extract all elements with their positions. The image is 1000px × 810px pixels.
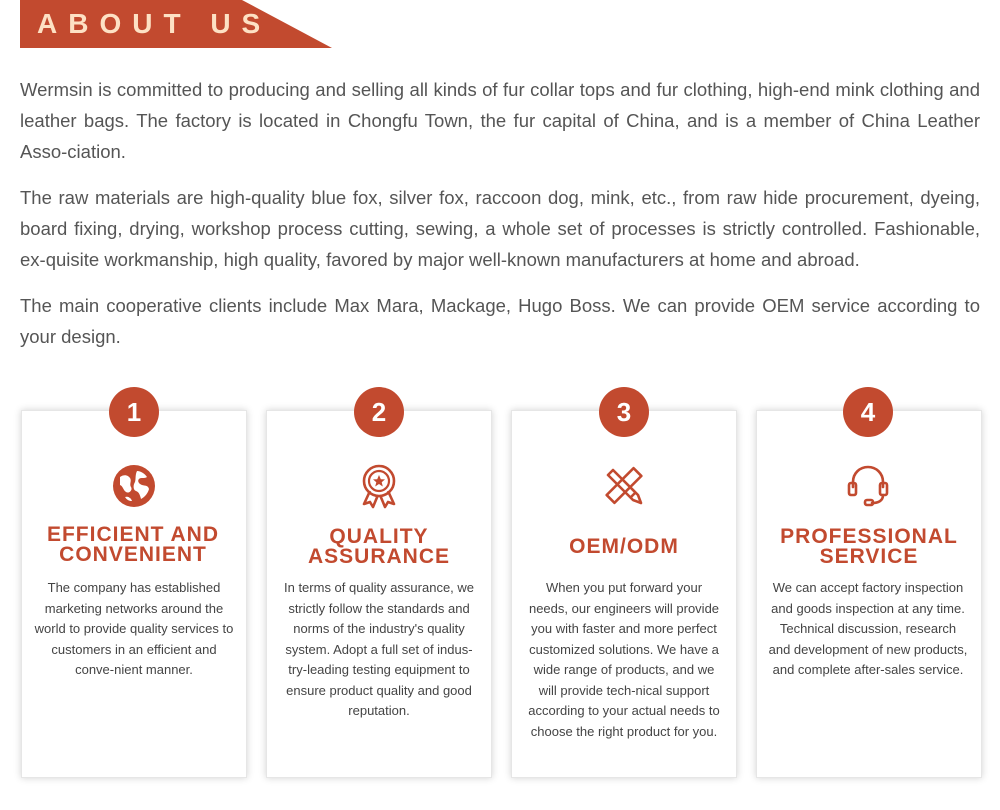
page-title: ABOUT US (37, 8, 272, 39)
about-us-banner (20, 0, 332, 48)
card-description: In terms of quality assurance, we strictly follow the standards and norms of the industry's quality system. Adopt a full set of indus-try-leading testing equipment to ensure product quality and good reputation. (283, 580, 475, 718)
card-title-line: QUALITY (329, 525, 429, 548)
card-title-line: CONVENIENT (59, 543, 207, 566)
card-title-line: OEM/ODM (569, 535, 679, 558)
step-badge: 1 (109, 387, 159, 437)
globe-icon (111, 463, 157, 509)
headset-icon (845, 463, 891, 509)
card-title (757, 527, 981, 567)
intro-paragraph: The main cooperative clients include Max Mara, Mackage, Hugo Boss. We can provide OEM service according to your design. (20, 295, 980, 347)
card-title (512, 537, 736, 557)
pencil-ruler-icon (601, 463, 647, 509)
step-badge: 2 (354, 387, 404, 437)
card-title (21, 525, 245, 565)
card-title-line: PROFESSIONAL (780, 525, 958, 548)
card-description: When you put forward your needs, our engineers will provide you with faster and more perfect customized solutions. We have a wide range of products, and we will provide tech-nical support according to your actual needs to choose the right product for you. (528, 580, 720, 739)
intro-text (20, 74, 980, 367)
card-title-line: ASSURANCE (307, 545, 450, 568)
card-title-line: SERVICE (819, 545, 919, 568)
step-badge: 3 (599, 387, 649, 437)
card-description: We can accept factory inspection and goods inspection at any time. Technical discussion, research and development of new products, and complete after-sales service. (768, 580, 968, 677)
card-title (267, 527, 491, 567)
award-ribbon-icon (356, 463, 402, 509)
intro-paragraph: Wermsin is committed to producing and selling all kinds of fur collar tops and fur clothing, high-end mink clothing and leather bags. The factory is located in Chongfu Town, the fur capital of China, and is a member of China Leather Asso-ciation. (20, 79, 980, 162)
card-title-line: EFFICIENT AND (46, 523, 220, 546)
card-description: The company has established marketing networks around the world to provide quality services to customers in an efficient and conve-nient manner. (34, 580, 234, 677)
intro-paragraph: The raw materials are high-quality blue fox, silver fox, raccoon dog, mink, etc., from raw hide procurement, dyeing, board fixing, drying, workshop process cutting, sewing, a whole set of processes is strictly controlled. Fashionable, ex-quisite workmanship, high quality, favored by major well-known manufacturers at home and abroad. (20, 187, 980, 270)
step-badge: 4 (843, 387, 893, 437)
